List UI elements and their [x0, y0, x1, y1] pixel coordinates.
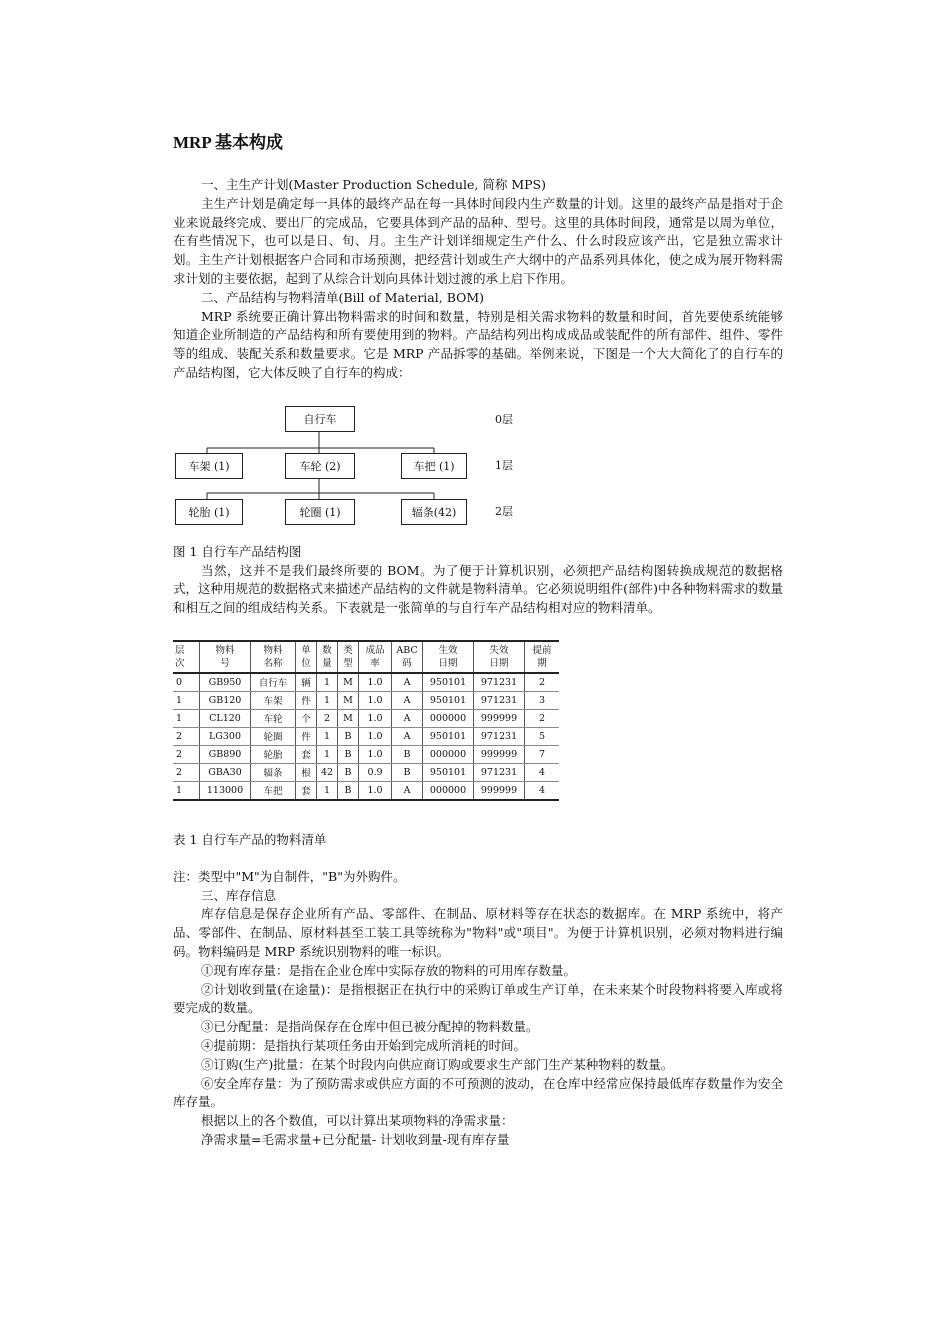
list-item: ⑥安全库存量：为了预防需求或供应方面的不可预测的波动，在仓库中经常应保持最低库存数量作为安全库存量。 — [173, 1075, 783, 1110]
table-cell: 971231 — [474, 763, 525, 781]
table-cell: 4 — [525, 763, 560, 781]
figure-caption: 图 1 自行车产品结构图 — [173, 543, 302, 559]
table-cell: 999999 — [474, 709, 525, 727]
table-cell: 4 — [525, 781, 560, 800]
table-cell: 1 — [317, 745, 338, 763]
list-item: ④提前期：是指执行某项任务由开始到完成所消耗的时间。 — [201, 1037, 527, 1053]
table-cell: 2 — [525, 709, 560, 727]
table-cell: 轮圈 — [251, 727, 296, 745]
table-cell: M — [338, 709, 359, 727]
table-row — [173, 691, 559, 709]
table-cell: 2 — [317, 709, 338, 727]
table-cell: LG300 — [200, 727, 251, 745]
table-cell: 1.0 — [359, 745, 392, 763]
paragraph-bom: MRP 系统要正确计算出物料需求的时间和数量，特别是相关需求物料的数量和时间，首先要使系统能够知道企业所制造的产品结构和所有要使用到的物料。产品结构列出构成成品或装配件的所有部件、组件、零件等的组成、装配关系和数量要求。它是 MRP 产品拆零的基础。举例来说，下图是一个大大简化了的自行车的产品结构图，它大体反映了自行车的构成： — [173, 308, 783, 380]
bom-table-header-row — [173, 641, 559, 673]
table-cell: B — [338, 745, 359, 763]
list-item: ③已分配量：是指尚保存在仓库中但已被分配掉的物料数量。 — [201, 1019, 539, 1035]
table-row — [173, 727, 559, 745]
table-cell: 1.0 — [359, 691, 392, 709]
table-cell: GB890 — [200, 745, 251, 763]
table-cell: 1 — [317, 691, 338, 709]
node-spoke: 辐条(42) — [401, 499, 467, 525]
col-header: 物料 名称 — [251, 641, 296, 673]
bom-table-body — [173, 673, 559, 800]
table-cell: A — [392, 691, 423, 709]
list-item: ⑤订购(生产)批量：在某个时段内向供应商订购或要求生产部门生产某种物料的数量。 — [201, 1056, 674, 1072]
table-cell: 999999 — [474, 745, 525, 763]
table-cell: 套 — [296, 745, 317, 763]
col-header: 物料 号 — [200, 641, 251, 673]
table-cell: 7 — [525, 745, 560, 763]
table-cell: 3 — [525, 691, 560, 709]
col-header: 成品 率 — [359, 641, 392, 673]
paragraph-mps: 主生产计划是确定每一具体的最终产品在每一具体时间段内生产数量的计划。这里的最终产品是指对于企业来说最终完成、要出厂的完成品，它要具体到产品的品种、型号。这里的具体时间段，通常是以周为单位，在有些情况下，也可以是日、旬、月。主生产计划详细规定生产什么、什么时段应该产出，它是独立需求计划。主生产计划根据客户合同和市场预测，把经营计划或生产大纲中的产品系列具体化，使之成为展开物料需求计划的主要依据，起到了从综合计划向具体计划过渡的承上启下作用。 — [173, 195, 783, 286]
table-cell: 113000 — [200, 781, 251, 800]
calc-intro: 根据以上的各个数值，可以计算出某项物料的净需求量： — [201, 1113, 514, 1129]
table-cell: B — [338, 727, 359, 745]
net-requirement-formula: 净需求量=毛需求量+已分配量- 计划收到量-现有库存量 — [201, 1131, 510, 1147]
paragraph-bom-2: 当然，这并不是我们最终所要的 BOM。为了便于计算机识别，必须把产品结构图转换成规范的数据格式，这种用规范的数据格式来描述产品结构的文件就是物料清单。它必须说明组件(部件)中各种物料需求的数量和相互之间的组成结构关系。下表就是一张简单的与自行车产品结构相对应的物料清单。 — [173, 562, 783, 616]
bicycle-structure-diagram — [173, 395, 533, 535]
table-cell: 1.0 — [359, 727, 392, 745]
table-cell: 1.0 — [359, 781, 392, 800]
table-cell: 套 — [296, 781, 317, 800]
table-cell: 0 — [173, 673, 200, 692]
table-cell: 971231 — [474, 727, 525, 745]
node-tire: 轮胎 (1) — [175, 499, 243, 525]
table-cell: A — [392, 781, 423, 800]
table-row — [173, 673, 559, 692]
table-cell: M — [338, 673, 359, 692]
table-cell: 2 — [173, 745, 200, 763]
table-cell: 1 — [173, 781, 200, 800]
section-heading-mps: 一、主生产计划(Master Production Schedule, 简称 MPS) — [201, 177, 546, 192]
table-cell: 5 — [525, 727, 560, 745]
table-cell: 个 — [296, 709, 317, 727]
table-cell: CL120 — [200, 709, 251, 727]
table-cell: B — [392, 745, 423, 763]
node-bicycle: 自行车 — [285, 406, 355, 432]
table-cell: M — [338, 691, 359, 709]
table-cell: 轮胎 — [251, 745, 296, 763]
table-cell: 0.9 — [359, 763, 392, 781]
table-cell: 950101 — [423, 673, 474, 692]
table-cell: 1 — [173, 691, 200, 709]
table-cell: 件 — [296, 691, 317, 709]
col-header: 生效 日期 — [423, 641, 474, 673]
table-cell: 950101 — [423, 727, 474, 745]
node-rim: 轮圈 (1) — [285, 499, 355, 525]
table-cell: A — [392, 709, 423, 727]
table-cell: 1 — [317, 781, 338, 800]
col-header: 提前 期 — [525, 641, 560, 673]
table-cell: 自行车 — [251, 673, 296, 692]
table-cell: 1 — [317, 673, 338, 692]
table-cell: 2 — [525, 673, 560, 692]
col-header: 失效 日期 — [474, 641, 525, 673]
level-label-0: 0层 — [495, 412, 513, 426]
table-cell: B — [392, 763, 423, 781]
table-cell: 000000 — [423, 745, 474, 763]
table-cell: B — [338, 781, 359, 800]
col-header: 层 次 — [173, 641, 200, 673]
inventory-definition-list — [173, 962, 783, 1112]
table-cell: 件 — [296, 727, 317, 745]
table-cell: 1.0 — [359, 673, 392, 692]
table-cell: 971231 — [474, 691, 525, 709]
table-cell: A — [392, 727, 423, 745]
table-cell: 42 — [317, 763, 338, 781]
table-cell: 971231 — [474, 673, 525, 692]
bom-table — [173, 640, 559, 801]
table-cell: 2 — [173, 763, 200, 781]
node-wheel: 车轮 (2) — [285, 453, 355, 479]
level-label-1: 1层 — [495, 458, 513, 472]
table-cell: 根 — [296, 763, 317, 781]
table-cell: 车轮 — [251, 709, 296, 727]
table-row — [173, 709, 559, 727]
table-cell: B — [338, 763, 359, 781]
table-cell: 辐条 — [251, 763, 296, 781]
table-cell: 2 — [173, 727, 200, 745]
table-cell: A — [392, 673, 423, 692]
table-cell: 车把 — [251, 781, 296, 800]
section-heading-inventory: 三、库存信息 — [201, 887, 277, 903]
col-header: 单 位 — [296, 641, 317, 673]
table-cell: GBA30 — [200, 763, 251, 781]
document-page — [173, 128, 783, 1150]
table-caption: 表 1 自行车产品的物料清单 — [173, 831, 327, 847]
page-title: MRP 基本构成 — [173, 133, 284, 152]
table-cell: 000000 — [423, 781, 474, 800]
table-row — [173, 763, 559, 781]
table-cell: 950101 — [423, 691, 474, 709]
section-heading-bom: 二、产品结构与物料清单(Bill of Material, BOM) — [201, 289, 485, 305]
type-note: 注：类型中"M"为自制件，"B"为外购件。 — [173, 868, 406, 884]
table-cell: GB120 — [200, 691, 251, 709]
col-header: ABC 码 — [392, 641, 423, 673]
table-row — [173, 781, 559, 800]
table-cell: 950101 — [423, 763, 474, 781]
node-handlebar: 车把 (1) — [401, 453, 467, 479]
list-item: ②计划收到量(在途量)：是指根据正在执行中的采购订单或生产订单，在未来某个时段物料将要入库或将要完成的数量。 — [173, 981, 783, 1016]
table-cell: 辆 — [296, 673, 317, 692]
col-header: 类 型 — [338, 641, 359, 673]
table-cell: 000000 — [423, 709, 474, 727]
table-cell: 1.0 — [359, 709, 392, 727]
table-row — [173, 745, 559, 763]
paragraph-inventory: 库存信息是保存企业所有产品、零部件、在制品、原材料等存在状态的数据库。在 MRP 系统中，将产品、零部件、在制品、原材料甚至工装工具等统称为"物料"或"项目"。为便于计算机识别，必须对物料进行编码。物料编码是 MRP 系统识别物料的唯一标识。 — [173, 906, 783, 959]
table-cell: GB950 — [200, 673, 251, 692]
col-header: 数 量 — [317, 641, 338, 673]
table-cell: 1 — [173, 709, 200, 727]
table-cell: 999999 — [474, 781, 525, 800]
node-frame: 车架 (1) — [175, 453, 243, 479]
list-item: ①现有库存量：是指在企业仓库中实际存放的物料的可用库存数量。 — [201, 962, 577, 978]
level-label-2: 2层 — [495, 504, 513, 518]
table-cell: 车架 — [251, 691, 296, 709]
table-cell: 1 — [317, 727, 338, 745]
